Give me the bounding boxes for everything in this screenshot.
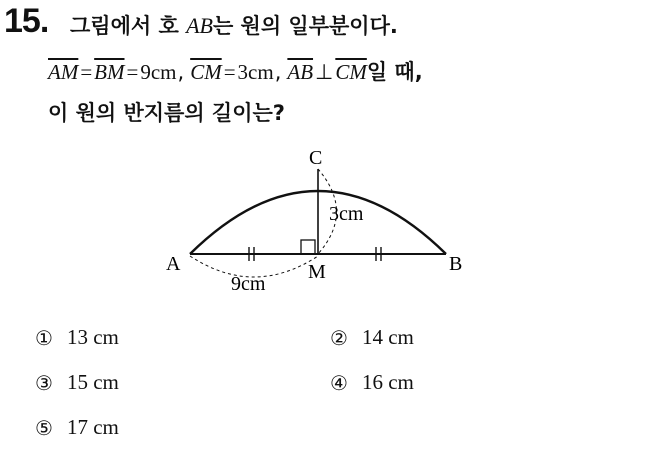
choice-2-value: 14 cm <box>361 325 414 349</box>
choice-2[interactable] <box>330 325 414 350</box>
circle-arc-figure <box>150 140 480 300</box>
label-m: M <box>308 261 326 283</box>
segment-bm: $\overline{BM}$ <box>94 60 125 84</box>
choice-3-number: ③ <box>35 370 53 395</box>
equals-sign-2: = <box>126 60 139 84</box>
choice-4-value: 16 cm <box>361 370 414 394</box>
length-am-value: 9 <box>140 60 151 84</box>
segment-ab: $\overline{AB}$ <box>287 60 314 84</box>
choice-5[interactable] <box>35 415 119 440</box>
segment-am: $\overline{AM}$ <box>48 60 79 84</box>
segment-cm-2: $\overline{CM}$ <box>335 60 367 84</box>
label-3cm: 3cm <box>329 203 364 225</box>
choice-3-value: 15 cm <box>66 370 119 394</box>
segment-cm: $\overline{CM}$ <box>190 60 222 84</box>
choice-5-number: ⑤ <box>35 415 53 440</box>
question-tail: 일 때, <box>366 60 423 84</box>
choice-1-value: 13 cm <box>66 325 119 349</box>
label-a: A <box>166 253 181 275</box>
length-cm-unit: cm <box>248 60 274 84</box>
question-line-1 <box>70 10 398 40</box>
choice-4[interactable] <box>330 370 414 395</box>
label-9cm: 9cm <box>231 273 266 295</box>
label-b: B <box>449 253 463 275</box>
choice-2-number: ② <box>330 325 348 350</box>
equals-sign-1: = <box>80 60 93 84</box>
question-prefix: 그림에서 호 <box>70 14 179 38</box>
question-suffix: 는 원의 일부분이다. <box>212 14 398 38</box>
choice-1-number: ① <box>35 325 53 350</box>
label-c: C <box>309 147 323 169</box>
length-cm-value: 3 <box>237 60 249 84</box>
equals-sign-3: = <box>223 60 236 84</box>
arc-label: AB <box>186 13 213 38</box>
question-number: 15. <box>4 2 49 40</box>
choice-1[interactable] <box>35 325 119 350</box>
choice-3[interactable] <box>35 370 119 395</box>
choice-5-value: 17 cm <box>66 415 119 439</box>
choice-4-number: ④ <box>330 370 348 395</box>
perpendicular-symbol: ⊥ <box>315 60 334 84</box>
length-am-unit: cm <box>150 60 177 84</box>
question-line-3: 이 원의 반지름의 길이는? <box>48 101 285 125</box>
question-line-2: $\overline{AM}=\overline{BM}=9cm$, $\overline{CM}=3cm$, $\overline{AB}\perp\overline{CM}$일 때, <box>48 60 423 84</box>
right-angle-mark <box>301 240 315 254</box>
